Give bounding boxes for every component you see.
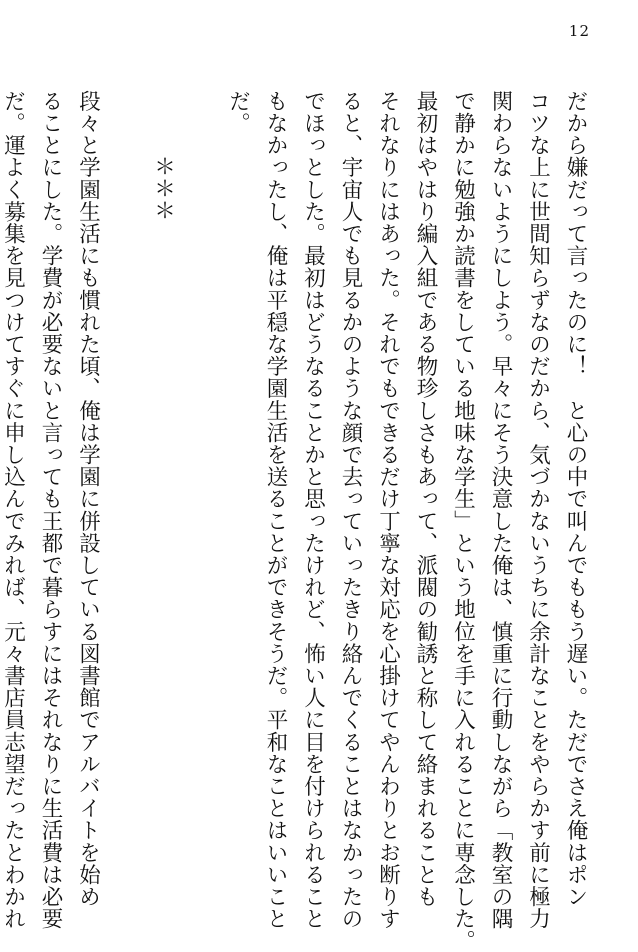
text-line: 段々と学園生活にも慣れた頃、俺は学園に併設している図書館でアルバイトを始め [75, 90, 101, 908]
text-line: でほっとした。最初はどうなることかと思ったけれど、怖い人に目を付けられること [300, 90, 326, 930]
text-line: だから嫌だって言ったのに！ と心の中で叫んでももう遅い。ただでさえ俺はポン [563, 90, 588, 908]
blank-line [107, 90, 145, 850]
text-line: だ。運よく募集を見つけてすぐに申し込んでみれば、元々書店員志望だったとわかれ [0, 90, 26, 930]
text-line: もなかったし、俺は平穏な学園生活を送ることができそうだ。平和なことはいいこと [263, 90, 288, 930]
page-number: 12 [568, 22, 590, 40]
text-line: ることにした。学費が必要ないと言っても王都で暮らすにはそれなりに生活費は必要 [38, 90, 63, 930]
text-line: それなりにはあった。それでもできるだけ丁寧な対応を心掛けてやんわりとお断りす [375, 90, 401, 930]
body-text [0, 90, 594, 952]
text-line: ると、宇宙人でも見るかのような顔で去っていったきり絡んでくることはなかったの [338, 90, 363, 930]
text-line: で静かに勉強か読書をしている地味な学生」という地位を手に入れることに専念した。 [450, 90, 476, 952]
text-line: コツな上に世間知らずなのだから、気づかないうちに余計なことをやらかす前に極力 [525, 90, 551, 930]
text-line: 関わらないようにしよう。早々にそう決意した俺は、慎重に行動しながら「教室の隅 [488, 90, 513, 930]
blank-line [182, 90, 220, 850]
text-line: だ。 [225, 90, 251, 135]
scene-break: ＊＊＊ [150, 154, 176, 221]
text-line: 最初はやはり編入組である物珍しさもあって、派閥の勧誘と称して絡まれることも [413, 90, 438, 908]
